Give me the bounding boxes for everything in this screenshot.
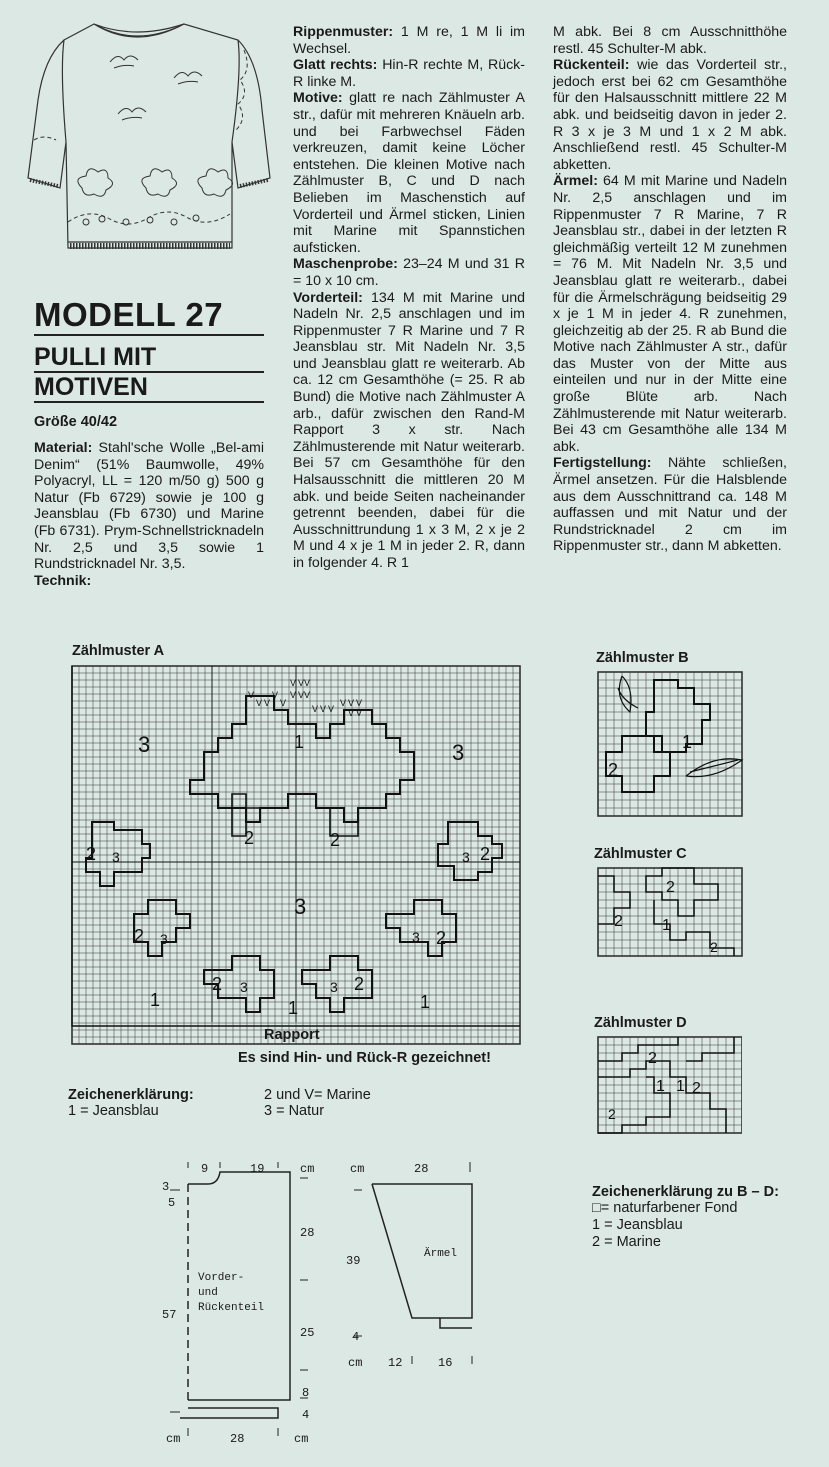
chart-a-v-6: V xyxy=(298,678,305,688)
title-rule-1 xyxy=(34,334,264,336)
chart-a-num-2f: 2 xyxy=(436,928,447,948)
rueck-text: wie das Vorderteil str., jedoch erst bei 62 cm Gesamthöhe für den Halsausschnitt mittlere 22 M abk. und beidseitig davon in jeder 2. R 3 x je 3 M und 1 x 2 M abk. Anschließend restl. 45 Schulter-M abketten. xyxy=(553,57,787,173)
body-right-28: 28 xyxy=(300,1226,315,1240)
chart-a-num-2h: 2 xyxy=(354,974,365,994)
chart-d-num-1a: 1 xyxy=(656,1078,665,1095)
chart-d-num-2c: 2 xyxy=(608,1106,616,1122)
vorder-text: 134 M mit Marine und Nadeln Nr. 2,5 anschlagen und im Rippenmuster 7 R Marine und 7 R Jeansblau str. Mit Nadeln Nr. 3,5 und Jeansblau glatt re weiterarb. Ab ca. 12 cm Gesamthöhe (= 25. R ab Bund) die Motive nach Zählmuster A arb., dafür zwischen den Rand-M Rapport 3 x str. Nach Zählmusterende mit Natur weiterarb. Bei 57 cm Gesamthöhe für den Halsausschnitt die mittleren 20 M abk. und beide Seiten nacheinander getrennt beenden, dabei für die Ausschnittrundung 1 x 3 M, 2 x je 2 M und 4 x je 1 M in jeder 2. R, dann in folgender 4. R 1 xyxy=(293,289,525,571)
legend-bd-item0: □= naturfarbener Fond xyxy=(592,1200,738,1216)
chart-a-v-14: V xyxy=(340,698,347,708)
chart-a-v-8: V xyxy=(290,690,297,700)
body-top-cm: cm xyxy=(300,1162,315,1176)
sleeve-schematic xyxy=(340,1160,490,1370)
body-left-5: 5 xyxy=(168,1196,176,1210)
sleeve-label: Ärmel xyxy=(424,1248,458,1260)
sleeve-bottom-16: 16 xyxy=(438,1356,453,1370)
chart-a-v-3: V xyxy=(272,690,279,700)
chart-c-num-1: 1 xyxy=(662,917,671,934)
chart-a-v-5: V xyxy=(290,678,297,688)
body-left-3: 3 xyxy=(162,1180,170,1194)
chart-a-v-0: V xyxy=(248,690,255,700)
body-label-2: und xyxy=(198,1287,218,1299)
chart-d-num-2a: 2 xyxy=(648,1050,657,1067)
chart-a-v-15: V xyxy=(348,698,355,708)
glatt-label: Glatt rechts: xyxy=(293,57,378,74)
sleeve-bottom-cm: cm xyxy=(348,1356,363,1370)
probe-text: 23–24 M und 31 R = 10 x 10 cm. xyxy=(293,256,525,289)
material-text: Stahl'sche Wolle „Bel-ami Denim“ (51% Baumwolle, 49% Polyacryl, LL = 120 m/50 g) 500 g Natur (Fb 6729) sowie je 100 g Jeansblau (Fb 6730) und Marine (Fb 6731). Prym-Schnellstricknadeln Nr. 2,5 und 3,5 sowie 1 Rundstricknadel Nr. 3,5. xyxy=(34,440,264,573)
legend-a-item3: 3 = Natur xyxy=(264,1103,325,1119)
chart-a-flower-right xyxy=(438,822,502,880)
chart-d-num-1b: 1 xyxy=(676,1078,685,1095)
chart-a-num-2g: 2 xyxy=(212,974,223,994)
chart-b-num-2: 2 xyxy=(608,760,619,780)
chart-b-leaf2 xyxy=(686,759,742,777)
rueck-label: Rückenteil: xyxy=(553,57,630,74)
motive-label: Motive: xyxy=(293,90,343,107)
chart-a-num-3b: 3 xyxy=(452,740,465,765)
chart-a-v-17: V xyxy=(348,708,355,718)
chart-c-title: Zählmuster C xyxy=(594,846,687,862)
chart-a-v-11: V xyxy=(312,704,319,714)
body-label-3: Rückenteil xyxy=(198,1302,265,1314)
fertig-label: Fertigstellung: xyxy=(553,455,652,472)
body-bottom-28: 28 xyxy=(230,1432,245,1446)
chart-a-num-3f: 3 xyxy=(160,931,168,947)
model-title-line2: MOTIVEN xyxy=(34,373,148,401)
chart-a-num-1a: 1 xyxy=(294,732,305,752)
vorder-label: Vorderteil: xyxy=(293,289,363,306)
chart-a-v-10: V xyxy=(304,690,311,700)
chart-a-v-12: V xyxy=(320,704,327,714)
chart-b-num-1: 1 xyxy=(682,732,693,752)
technik-label: Technik: xyxy=(34,572,92,589)
sweater-illustration xyxy=(6,10,276,265)
sleeve-top-cm: cm xyxy=(350,1162,365,1176)
body-right-8: 8 xyxy=(302,1386,310,1400)
chart-a-num-2d: 2 xyxy=(480,844,491,864)
chart-a-num-2e: 2 xyxy=(134,926,145,946)
chart-a-num-2c: 2 xyxy=(86,844,97,864)
legend-a-item2: 2 und V= Marine xyxy=(264,1087,371,1103)
body-bottom-cm-left: cm xyxy=(166,1432,181,1446)
column-2 xyxy=(293,24,525,572)
chart-a-num-3e: 3 xyxy=(294,894,307,919)
chart-a-num-3d: 3 xyxy=(462,849,470,865)
legend-a-item1: 1 = Jeansblau xyxy=(68,1103,159,1119)
chart-a-v-9: V xyxy=(298,690,305,700)
chart-d-title: Zählmuster D xyxy=(594,1015,687,1031)
chart-a-num-1d: 1 xyxy=(420,992,431,1012)
body-top-19: 19 xyxy=(250,1162,265,1176)
chart-a-num-3c: 3 xyxy=(112,849,120,865)
chart-a-rapport: Rapport xyxy=(264,1027,320,1043)
chart-a-title: Zählmuster A xyxy=(72,643,165,659)
column-1 xyxy=(34,440,264,589)
chart-c-grid xyxy=(594,864,744,960)
legend-bd-item1: 1 = Jeansblau xyxy=(592,1217,683,1233)
col3-continued-text: M abk. Bei 8 cm Ausschnitthöhe restl. 45 Schulter-M abk. xyxy=(553,24,787,57)
rippen-text: 1 M re, 1 M li im Wechsel. xyxy=(293,24,525,57)
chart-a-v-7: V xyxy=(304,678,311,688)
chart-a-num-2a: 2 xyxy=(244,828,255,848)
body-right-25: 25 xyxy=(300,1326,315,1340)
chart-b-leaf1 xyxy=(618,676,638,712)
body-top-9: 9 xyxy=(201,1162,209,1176)
chart-a-num-3g: 3 xyxy=(412,929,420,945)
sleeve-left-39: 39 xyxy=(346,1254,361,1268)
chart-a-v-1: V xyxy=(256,698,263,708)
legend-a-title: Zeichenerklärung: xyxy=(68,1087,194,1103)
chart-c-num-2c: 2 xyxy=(710,939,718,955)
body-label-1: Vorder- xyxy=(198,1272,245,1284)
material-label: Material: xyxy=(34,440,93,456)
glatt-text: Hin-R rechte M, Rück-R linke M. xyxy=(293,57,525,90)
chart-d-grid xyxy=(594,1033,742,1137)
probe-label: Maschenprobe: xyxy=(293,256,398,273)
chart-a-v-13: V xyxy=(328,704,335,714)
chart-a-num-3h: 3 xyxy=(240,979,248,995)
title-rule-3 xyxy=(34,401,264,403)
chart-a-v-2: V xyxy=(264,698,271,708)
chart-a-num-2b: 2 xyxy=(330,830,341,850)
chart-a-v-4: V xyxy=(280,698,287,708)
chart-a-num-1b: 1 xyxy=(150,990,161,1010)
legend-bd-title: Zeichenerklärung zu B – D: xyxy=(592,1184,779,1200)
body-bottom-cm-right: cm xyxy=(294,1432,309,1446)
sleeve-top-28: 28 xyxy=(414,1162,429,1176)
legend-bd-item2: 2 = Marine xyxy=(592,1234,661,1250)
column-3 xyxy=(553,24,787,555)
chart-a-grid xyxy=(68,662,522,1048)
chart-a-note: Es sind Hin- und Rück-R gezeichnet! xyxy=(238,1050,491,1066)
chart-a-num-3i: 3 xyxy=(330,979,338,995)
chart-b-grid xyxy=(594,668,746,820)
chart-a-num-1c: 1 xyxy=(288,998,299,1018)
chart-d-cells xyxy=(598,1037,742,1133)
fertig-text: Nähte schließen, Ärmel ansetzen. Für die Halsblende aus dem Ausschnittrand ca. 148 M auffassen und mit Natur und der Rundstricknadel 2 cm im Rippenmuster str., dann M abketten. xyxy=(553,455,787,555)
body-right-4: 4 xyxy=(302,1408,310,1422)
sleeve-left-4: 4 xyxy=(352,1330,360,1344)
aermel-text: 64 M mit Marine und Nadeln Nr. 2,5 anschlagen und im Rippenmuster 7 R Marine, 7 R Jeansblau str., dabei in der letzten R gleichmäßig verteilt 12 M zunehmen = 76 M. Mit Nadeln Nr. 3,5 und Jeansblau glatt re weiterarb., dabei für die Ärmelschrägung beidseitig 29 x je 1 M in jeder 4. R zunehmen, gleichzeitig ab der 25. R ab Bund die Motive nach Zählmuster A str., dafür das Muster von der Mitte aus einteilen und nur in der Mitte eine große Blüte arb. Nach Zählmusterende mit Natur weiterarb. Bei 43 cm Gesamthöhe alle 134 M abk. xyxy=(553,173,787,455)
chart-a-num-3a: 3 xyxy=(138,732,151,757)
size-label: Größe 40/42 xyxy=(34,414,118,430)
chart-c-num-2b: 2 xyxy=(614,913,623,930)
motive-text: glatt re nach Zählmuster A str., dafür mit mehreren Knäueln arb. und bei Farbwechsel Fäden verkreuzen, damit keine Löcher entstehen. Die kleinen Motive nach Zählmuster B, C und D nach Belieben im Maschenstich auf Vorderteil und Ärmel sticken, Linien mit Marine mit Spannstichen aufsticken. xyxy=(293,90,525,256)
chart-b-title: Zählmuster B xyxy=(596,650,689,666)
model-title-line1: PULLI MIT xyxy=(34,343,157,371)
chart-a-v-16: V xyxy=(356,698,363,708)
sleeve-bottom-12: 12 xyxy=(388,1356,403,1370)
chart-d-num-2b: 2 xyxy=(692,1080,701,1097)
chart-a-v-18: V xyxy=(356,708,363,718)
aermel-label: Ärmel: xyxy=(553,173,598,190)
rippen-label: Rippenmuster: xyxy=(293,24,394,40)
chart-c-num-2a: 2 xyxy=(666,879,675,896)
body-left-57: 57 xyxy=(162,1308,177,1322)
model-number: MODELL 27 xyxy=(34,296,224,333)
